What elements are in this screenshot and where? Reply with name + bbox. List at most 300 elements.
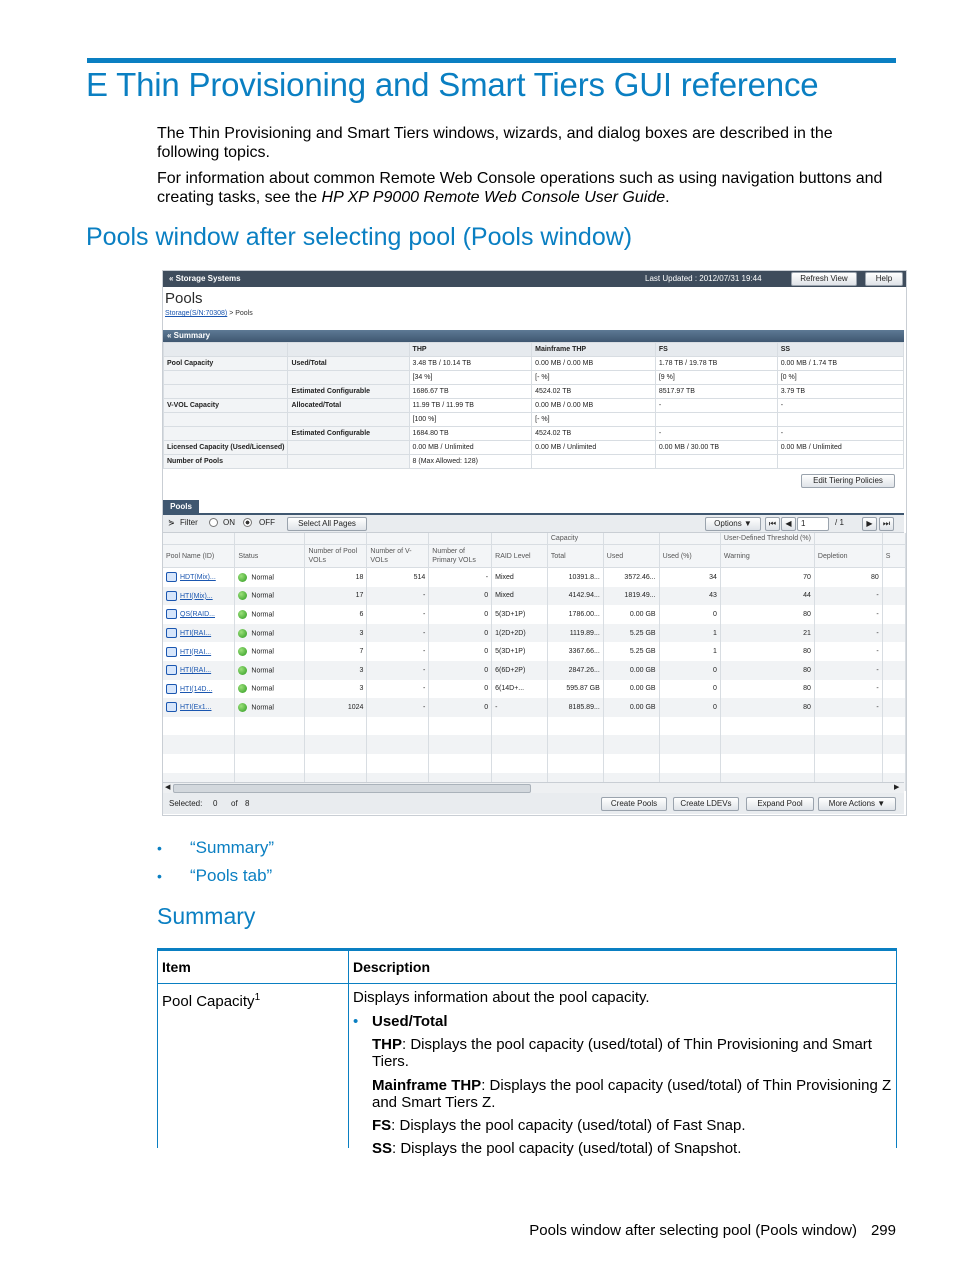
table-row[interactable] bbox=[163, 605, 906, 624]
empty-cell bbox=[367, 735, 429, 754]
description-cell bbox=[349, 984, 897, 1157]
summary-cell: [- %] bbox=[532, 413, 656, 427]
summary-cell: 0.00 MB / 30.00 TB bbox=[655, 441, 777, 455]
fs-description bbox=[353, 1117, 892, 1134]
empty-cell bbox=[235, 754, 305, 773]
empty-cell bbox=[429, 717, 492, 736]
pool-name-link[interactable]: HTI(RAI... bbox=[180, 629, 212, 637]
item-pool-capacity bbox=[157, 984, 349, 1148]
table-cell bbox=[163, 605, 235, 624]
summary-cell: Used/Total bbox=[288, 357, 409, 371]
summary-cell: 4524.02 TB bbox=[532, 427, 656, 441]
table-cell: Mixed bbox=[492, 568, 548, 587]
summary-cell: 0.00 MB / 0.00 MB bbox=[532, 357, 656, 371]
summary-cell bbox=[164, 427, 288, 441]
filter-on-radio[interactable] bbox=[209, 518, 218, 527]
table-cell: 6(14D+... bbox=[492, 680, 548, 699]
next-page-icon[interactable]: ▶ bbox=[862, 517, 877, 531]
empty-cell bbox=[547, 717, 603, 736]
empty-cell bbox=[659, 717, 720, 736]
summary-cell bbox=[655, 455, 777, 469]
status-normal-icon bbox=[238, 629, 247, 638]
table-cell bbox=[163, 680, 235, 699]
empty-cell bbox=[659, 754, 720, 773]
status-normal-icon bbox=[238, 666, 247, 675]
table-cell: 80 bbox=[720, 605, 814, 624]
pool-icon bbox=[166, 684, 177, 694]
status-text: Normal bbox=[251, 704, 274, 712]
table-cell bbox=[882, 698, 905, 717]
edit-tiering-policies-button[interactable]: Edit Tiering Policies bbox=[801, 474, 895, 488]
group-header-cell bbox=[659, 533, 720, 545]
table-cell: - bbox=[367, 642, 429, 661]
summary-cell: 3.79 TB bbox=[777, 385, 903, 399]
column-header[interactable]: Depletion bbox=[814, 545, 882, 568]
create-pools-button[interactable]: Create Pools bbox=[601, 797, 667, 811]
thp-description bbox=[353, 1036, 892, 1070]
table-cell: 43 bbox=[659, 587, 720, 606]
table-row[interactable] bbox=[163, 680, 906, 699]
column-header[interactable]: Total bbox=[547, 545, 603, 568]
empty-cell bbox=[814, 735, 882, 754]
filter-on-label: ON bbox=[223, 518, 235, 527]
summary-cell bbox=[288, 441, 409, 455]
mainframe-thp-text: : Displays the pool capacity (used/total) of Thin Provisioning Z and Smart Tiers Z. bbox=[372, 1077, 892, 1111]
scroll-left-icon[interactable]: ◀ bbox=[165, 784, 171, 791]
table-cell: 7 bbox=[305, 642, 367, 661]
table-cell: 10391.8... bbox=[547, 568, 603, 587]
selected-count: 0 bbox=[213, 799, 218, 808]
total-count: 8 bbox=[245, 799, 250, 808]
status-text: Normal bbox=[251, 629, 274, 637]
table-cell: - bbox=[367, 661, 429, 680]
summary-cell bbox=[288, 455, 409, 469]
table-cell bbox=[235, 568, 305, 587]
table-cell: 34 bbox=[659, 568, 720, 587]
column-header[interactable]: Warning bbox=[720, 545, 814, 568]
of-label: of bbox=[231, 799, 238, 808]
summary-cell: 0.00 MB / Unlimited bbox=[777, 441, 903, 455]
pool-name-link[interactable]: HTI(14D... bbox=[180, 685, 213, 693]
summary-cell bbox=[288, 371, 409, 385]
ss-text: : Displays the pool capacity (used/total) of Snapshot. bbox=[392, 1140, 742, 1157]
table-cell bbox=[882, 624, 905, 643]
column-header[interactable]: Number of Primary VOLs bbox=[429, 545, 492, 568]
filter-icon: ⋟ bbox=[168, 518, 175, 527]
expand-pool-button[interactable]: Expand Pool bbox=[746, 797, 814, 811]
table-cell bbox=[882, 605, 905, 624]
used-total-label: Used/Total bbox=[372, 1013, 448, 1030]
status-text: Normal bbox=[251, 611, 274, 619]
options-button[interactable]: Options ▼ bbox=[705, 517, 761, 531]
status-normal-icon bbox=[238, 647, 247, 656]
summary-cell: THP bbox=[409, 343, 532, 357]
table-cell: 80 bbox=[720, 680, 814, 699]
table-cell: 4142.94... bbox=[547, 587, 603, 606]
table-cell: - bbox=[367, 605, 429, 624]
summary-cell: 1686.67 TB bbox=[409, 385, 532, 399]
table-cell: - bbox=[814, 587, 882, 606]
storage-systems-link[interactable]: « Storage Systems bbox=[169, 274, 241, 283]
summary-cell bbox=[164, 413, 288, 427]
summary-cell: - bbox=[777, 399, 903, 413]
status-normal-icon bbox=[238, 610, 247, 619]
description-intro: Displays information about the pool capacity. bbox=[353, 989, 650, 1006]
table-cell: 8185.89... bbox=[547, 698, 603, 717]
empty-cell bbox=[547, 754, 603, 773]
empty-cell bbox=[305, 717, 367, 736]
summary-row bbox=[164, 399, 904, 413]
table-cell bbox=[882, 568, 905, 587]
group-header-cell bbox=[882, 533, 905, 545]
summary-cell: - bbox=[777, 427, 903, 441]
table-cell: 1(2D+2D) bbox=[492, 624, 548, 643]
group-header-cell bbox=[429, 533, 492, 545]
table-cell bbox=[882, 661, 905, 680]
pools-header-row bbox=[163, 545, 906, 568]
chapter-title: E Thin Provisioning and Smart Tiers GUI reference bbox=[86, 66, 819, 103]
header-item: Item bbox=[157, 951, 349, 983]
table-cell: - bbox=[814, 661, 882, 680]
empty-row bbox=[163, 717, 906, 736]
empty-row bbox=[163, 754, 906, 773]
top-rule bbox=[87, 58, 896, 63]
table-cell: 0 bbox=[429, 624, 492, 643]
page-total: / 1 bbox=[835, 518, 844, 527]
status-text: Normal bbox=[251, 685, 274, 693]
summary-cell: Allocated/Total bbox=[288, 399, 409, 413]
table-cell bbox=[163, 568, 235, 587]
table-row[interactable] bbox=[163, 661, 906, 680]
table-cell: 0 bbox=[659, 680, 720, 699]
table-cell: 3 bbox=[305, 680, 367, 699]
summary-cell: 11.99 TB / 11.99 TB bbox=[409, 399, 532, 413]
group-header-cell bbox=[603, 533, 659, 545]
ss-description bbox=[353, 1140, 892, 1157]
status-normal-icon bbox=[238, 703, 247, 712]
empty-cell bbox=[603, 717, 659, 736]
summary-row bbox=[164, 427, 904, 441]
summary-row bbox=[164, 385, 904, 399]
summary-cell bbox=[288, 413, 409, 427]
footer-text: Pools window after selecting pool (Pools window) bbox=[529, 1222, 857, 1239]
bullet-icon: • bbox=[157, 840, 162, 856]
summary-cell: 1684.80 TB bbox=[409, 427, 532, 441]
pool-name-link[interactable]: HTI(Ex1... bbox=[180, 704, 212, 712]
summary-cell: Estimated Configurable bbox=[288, 427, 409, 441]
table-cell bbox=[163, 587, 235, 606]
table-cell: 17 bbox=[305, 587, 367, 606]
summary-cell: 4524.02 TB bbox=[532, 385, 656, 399]
table-cell: - bbox=[367, 624, 429, 643]
column-header[interactable]: Used (%) bbox=[659, 545, 720, 568]
empty-row bbox=[163, 735, 906, 754]
summary-cell: Estimated Configurable bbox=[288, 385, 409, 399]
empty-cell bbox=[429, 735, 492, 754]
summary-cell: - bbox=[655, 399, 777, 413]
table-cell bbox=[882, 587, 905, 606]
pool-icon bbox=[166, 665, 177, 675]
pool-icon bbox=[166, 591, 177, 601]
bullet-link-summary[interactable] bbox=[157, 838, 274, 858]
summary-cell: 0.00 MB / Unlimited bbox=[409, 441, 532, 455]
summary-header-row bbox=[164, 343, 904, 357]
refresh-view-button[interactable]: Refresh View bbox=[791, 272, 857, 286]
bullet-link-pools-tab[interactable] bbox=[157, 866, 272, 886]
select-all-pages-button[interactable]: Select All Pages bbox=[287, 517, 367, 531]
table-cell: 80 bbox=[814, 568, 882, 587]
group-header-cell: User-Defined Threshold (%) bbox=[720, 533, 814, 545]
table-cell: 0 bbox=[429, 587, 492, 606]
pool-name-link[interactable]: QS(RAID... bbox=[180, 611, 216, 619]
breadcrumb bbox=[165, 310, 253, 317]
first-page-icon[interactable]: ⏮ bbox=[765, 517, 780, 531]
filter-bar bbox=[163, 515, 904, 533]
help-button[interactable]: Help bbox=[865, 272, 903, 286]
table-cell bbox=[235, 624, 305, 643]
table-cell: 18 bbox=[305, 568, 367, 587]
pool-icon bbox=[166, 609, 177, 619]
create-ldevs-button[interactable]: Create LDEVs bbox=[673, 797, 739, 811]
table-cell: 6(6D+2P) bbox=[492, 661, 548, 680]
empty-cell bbox=[720, 754, 814, 773]
previous-page-icon[interactable]: ◀ bbox=[781, 517, 796, 531]
empty-cell bbox=[492, 735, 548, 754]
column-header[interactable]: Pool Name (ID) bbox=[163, 545, 235, 568]
empty-cell bbox=[163, 754, 235, 773]
empty-cell bbox=[547, 735, 603, 754]
table-cell: 3 bbox=[305, 624, 367, 643]
summary-cell: 0.00 MB / 0.00 MB bbox=[532, 399, 656, 413]
empty-cell bbox=[882, 754, 905, 773]
pools-tab[interactable]: Pools bbox=[163, 500, 199, 514]
item-label: Pool Capacity bbox=[162, 993, 255, 1010]
empty-cell bbox=[305, 754, 367, 773]
table-cell bbox=[235, 680, 305, 699]
column-header[interactable]: S bbox=[882, 545, 905, 568]
table-cell: 6 bbox=[305, 605, 367, 624]
pool-name-link[interactable]: HTI(RAI... bbox=[180, 648, 212, 656]
breadcrumb-current: > Pools bbox=[227, 310, 253, 317]
summary-cell bbox=[655, 413, 777, 427]
group-header-cell bbox=[305, 533, 367, 545]
table-cell: 0.00 GB bbox=[603, 698, 659, 717]
intro-text: For information about common Remote Web Console operations such as using navigation buttons and creating tasks, see the bbox=[157, 170, 883, 206]
summary-cell: 0.00 MB / 1.74 TB bbox=[777, 357, 903, 371]
table-cell: 3 bbox=[305, 661, 367, 680]
column-header[interactable]: Number of Pool VOLs bbox=[305, 545, 367, 568]
empty-cell bbox=[882, 717, 905, 736]
scroll-right-icon[interactable]: ▶ bbox=[894, 784, 900, 791]
table-cell: 44 bbox=[720, 587, 814, 606]
selected-label: Selected: bbox=[169, 799, 203, 808]
summary-cell: FS bbox=[655, 343, 777, 357]
empty-cell bbox=[603, 754, 659, 773]
table-cell: - bbox=[814, 605, 882, 624]
table-cell bbox=[235, 698, 305, 717]
summary-bar[interactable]: « Summary bbox=[163, 330, 904, 342]
bottom-action-bar bbox=[163, 793, 904, 814]
header-description: Description bbox=[349, 951, 897, 983]
table-cell bbox=[235, 605, 305, 624]
summary-cell: [100 %] bbox=[409, 413, 532, 427]
intro-end: . bbox=[665, 189, 670, 206]
table-cell: 1024 bbox=[305, 698, 367, 717]
summary-cell bbox=[532, 455, 656, 469]
pool-icon bbox=[166, 647, 177, 657]
summary-heading: Summary bbox=[157, 903, 256, 929]
scroll-thumb[interactable] bbox=[173, 784, 531, 793]
summary-cell: 3.48 TB / 10.14 TB bbox=[409, 357, 532, 371]
summary-cell: 8 (Max Allowed: 128) bbox=[409, 455, 532, 469]
table-row[interactable] bbox=[163, 624, 906, 643]
page-number: 299 bbox=[870, 1222, 896, 1239]
intro-paragraph-1: The Thin Provisioning and Smart Tiers windows, wizards, and dialog boxes are described in the following topics. bbox=[157, 125, 833, 161]
status-text: Normal bbox=[251, 574, 274, 582]
table-cell: - bbox=[367, 698, 429, 717]
table-cell bbox=[163, 642, 235, 661]
intro-paragraph-2 bbox=[157, 169, 897, 207]
pool-icon bbox=[166, 628, 177, 638]
summary-cell: 0.00 MB / Unlimited bbox=[532, 441, 656, 455]
summary-cell: Number of Pools bbox=[164, 455, 288, 469]
summary-cell: 8517.97 TB bbox=[655, 385, 777, 399]
pool-icon bbox=[166, 702, 177, 712]
fs-label: FS bbox=[372, 1117, 392, 1134]
table-row[interactable] bbox=[163, 568, 906, 587]
summary-row bbox=[164, 441, 904, 455]
horizontal-scrollbar[interactable] bbox=[163, 782, 904, 793]
empty-cell bbox=[720, 735, 814, 754]
summary-cell: Pool Capacity bbox=[164, 357, 288, 371]
filter-off-label: OFF bbox=[259, 518, 275, 527]
table-cell: - bbox=[492, 698, 548, 717]
last-page-icon[interactable]: ⏭ bbox=[879, 517, 894, 531]
table-cell bbox=[163, 661, 235, 680]
table-cell: 80 bbox=[720, 642, 814, 661]
pools-tab-link[interactable]: “Pools tab” bbox=[190, 866, 273, 885]
empty-cell bbox=[429, 754, 492, 773]
table-row[interactable] bbox=[163, 642, 906, 661]
table-cell bbox=[235, 661, 305, 680]
pool-name-link[interactable]: HTI(Mix)... bbox=[180, 592, 213, 600]
summary-cell: [0 %] bbox=[777, 371, 903, 385]
summary-cell: [9 %] bbox=[655, 371, 777, 385]
table-cell: 0.00 GB bbox=[603, 605, 659, 624]
empty-cell bbox=[492, 754, 548, 773]
page-footer bbox=[529, 1222, 896, 1239]
empty-cell bbox=[603, 735, 659, 754]
summary-cell bbox=[164, 385, 288, 399]
summary-cell bbox=[777, 413, 903, 427]
table-cell: 0 bbox=[659, 698, 720, 717]
group-header-cell bbox=[367, 533, 429, 545]
status-text: Normal bbox=[251, 648, 274, 656]
empty-cell bbox=[235, 735, 305, 754]
group-header-cell bbox=[163, 533, 235, 545]
table-cell: - bbox=[814, 698, 882, 717]
filter-off-radio[interactable] bbox=[243, 518, 252, 527]
pools-group-header-row bbox=[163, 533, 906, 545]
status-text: Normal bbox=[251, 667, 274, 675]
pool-name-link[interactable]: HDT(Mix)... bbox=[180, 574, 216, 582]
group-header-cell bbox=[492, 533, 548, 545]
table-cell: 0 bbox=[429, 661, 492, 680]
empty-cell bbox=[814, 754, 882, 773]
filter-label: Filter bbox=[180, 518, 198, 527]
summary-cell bbox=[164, 371, 288, 385]
column-header[interactable]: Number of V-VOLs bbox=[367, 545, 429, 568]
pool-name-link[interactable]: HTI(RAI... bbox=[180, 667, 212, 675]
more-actions-button[interactable]: More Actions ▼ bbox=[818, 797, 896, 811]
summary-cell: [- %] bbox=[532, 371, 656, 385]
empty-cell bbox=[492, 717, 548, 736]
summary-cell bbox=[288, 343, 409, 357]
table-row[interactable] bbox=[163, 587, 906, 606]
empty-cell bbox=[659, 735, 720, 754]
table-cell bbox=[163, 698, 235, 717]
page-number-input[interactable]: 1 bbox=[797, 517, 829, 531]
last-updated: Last Updated : 2012/07/31 19:44 bbox=[645, 274, 762, 283]
table-cell: 80 bbox=[720, 661, 814, 680]
table-cell bbox=[882, 642, 905, 661]
empty-cell bbox=[814, 717, 882, 736]
table-row bbox=[157, 984, 897, 1157]
table-cell bbox=[235, 642, 305, 661]
table-cell: 595.87 GB bbox=[547, 680, 603, 699]
empty-cell bbox=[305, 735, 367, 754]
table-cell: 3367.66... bbox=[547, 642, 603, 661]
table-cell: 5(3D+1P) bbox=[492, 605, 548, 624]
table-cell: 1119.89... bbox=[547, 624, 603, 643]
status-text: Normal bbox=[251, 592, 274, 600]
column-header[interactable]: Status bbox=[235, 545, 305, 568]
table-cell: 5.25 GB bbox=[603, 642, 659, 661]
table-cell: 0 bbox=[659, 605, 720, 624]
group-header-cell: Capacity bbox=[547, 533, 603, 545]
table-cell: 2847.26... bbox=[547, 661, 603, 680]
bullet-icon: • bbox=[353, 1013, 359, 1030]
column-header[interactable]: Used bbox=[603, 545, 659, 568]
summary-link[interactable]: “Summary” bbox=[190, 838, 275, 857]
status-normal-icon bbox=[238, 573, 247, 582]
table-cell: - bbox=[429, 568, 492, 587]
table-row[interactable] bbox=[163, 698, 906, 717]
mainframe-thp-label: Mainframe THP bbox=[372, 1077, 482, 1094]
thp-label: THP bbox=[372, 1036, 402, 1053]
guide-title: HP XP P9000 Remote Web Console User Guide bbox=[321, 189, 666, 206]
group-header-cell bbox=[814, 533, 882, 545]
bullet-icon: • bbox=[157, 868, 162, 884]
summary-row bbox=[164, 413, 904, 427]
summary-cell: [34 %] bbox=[409, 371, 532, 385]
table-cell: 0 bbox=[659, 661, 720, 680]
table-cell: 0.00 GB bbox=[603, 661, 659, 680]
summary-row bbox=[164, 371, 904, 385]
table-cell: - bbox=[814, 680, 882, 699]
summary-table bbox=[163, 342, 904, 469]
empty-cell bbox=[163, 717, 235, 736]
summary-row bbox=[164, 455, 904, 469]
summary-description-table bbox=[157, 948, 897, 1157]
empty-cell bbox=[882, 735, 905, 754]
table-cell: - bbox=[814, 624, 882, 643]
footnote-marker: 1 bbox=[254, 992, 261, 1003]
breadcrumb-storage-link[interactable]: Storage(S/N:70308) bbox=[165, 310, 228, 317]
used-total-bullet bbox=[353, 1013, 892, 1030]
status-normal-icon bbox=[238, 684, 247, 693]
column-header[interactable]: RAID Level bbox=[492, 545, 548, 568]
